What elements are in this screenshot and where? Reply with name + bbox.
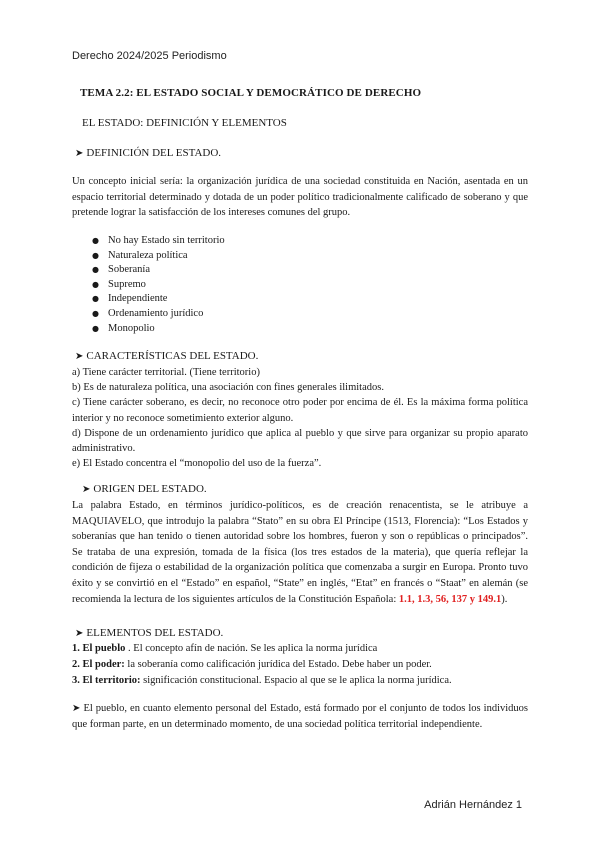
page-footer: Adrián Hernández 1 xyxy=(424,799,522,811)
definition-heading: ➤ DEFINICIÓN DEL ESTADO. xyxy=(75,147,222,159)
list-item: a) Tiene carácter territorial. (Tiene territorio) xyxy=(72,367,260,378)
round-bullet-icon: ● xyxy=(92,308,99,318)
round-bullet-icon: ● xyxy=(92,236,99,245)
characteristics-list xyxy=(72,365,528,471)
list-item: 2. El poder: la soberanía como calificación jurídica del Estado. Debe haber un poder. xyxy=(72,659,432,670)
list-item: ● Soberanía xyxy=(92,263,225,278)
page-header: Derecho 2024/2025 Periodismo xyxy=(72,50,227,62)
list-item: ● Independiente xyxy=(92,292,225,307)
list-item: ● No hay Estado sin territorio xyxy=(92,234,225,249)
list-item: ● Ordenamiento jurídico xyxy=(92,307,225,322)
document-subtitle: EL ESTADO: DEFINICIÓN Y ELEMENTOS xyxy=(82,117,287,129)
list-item: ● Naturaleza política xyxy=(92,249,225,264)
origin-heading: ➤ ORIGEN DEL ESTADO. xyxy=(82,483,207,495)
arrow-bullet-icon: ➤ xyxy=(72,703,81,714)
list-item: ● Monopolio xyxy=(92,322,225,337)
definition-text: Un concepto inicial sería: la organización jurídica de una sociedad constituida en Nación, asentada en un espacio territorial determinado y dotada de un poder político tradicionalmente calificado de soberano y que pretende lograr la satisfacción de los intereses comunes del grupo. xyxy=(72,176,528,218)
arrow-bullet-icon: ➤ xyxy=(75,628,84,639)
arrow-bullet-icon: ➤ xyxy=(75,351,84,362)
document-title: TEMA 2.2: EL ESTADO SOCIAL Y DEMOCRÁTICO DE DERECHO xyxy=(80,87,422,99)
list-item: b) Es de naturaleza política, una asociación con fines generales ilimitados. xyxy=(72,382,384,394)
elements-list xyxy=(72,641,528,689)
list-item: d) Dispone de un ordenamiento jurídico que aplica al pueblo y que sirve para organizar su propio aparato administrativo. xyxy=(72,427,528,455)
round-bullet-icon: ● xyxy=(92,265,99,275)
elements-heading: ➤ ELEMENTOS DEL ESTADO. xyxy=(75,627,224,639)
list-item: 3. El territorio: significación constitucional. Espacio al que se le aplica la norma jurídica. xyxy=(72,675,452,686)
arrow-bullet-icon: ➤ xyxy=(82,484,91,495)
round-bullet-icon: ● xyxy=(92,294,99,304)
arrow-bullet-icon: ➤ xyxy=(75,148,84,159)
constitution-articles: 1.1, 1.3, 56, 137 y 149.1 xyxy=(398,593,502,605)
people-text: ➤ El pueblo, en cuanto elemento personal del Estado, está formado por el conjunto de todos los individuos que forman parte, en un determinado momento, de una sociedad política territorial independiente. xyxy=(72,703,528,730)
round-bullet-icon: ● xyxy=(92,323,99,333)
definition-bullet-list xyxy=(92,234,225,336)
characteristics-heading: ➤ CARACTERÍSTICAS DEL ESTADO. xyxy=(75,350,259,362)
list-item: c) Tiene carácter soberano, es decir, no reconoce otro poder por encima de él. Es la máxima forma política interior y no reconoce sometimiento exterior alguno. xyxy=(72,397,528,424)
list-item: 1. El pueblo . El concepto afín de nación. Se les aplica la norma jurídica xyxy=(72,643,378,654)
list-item: e) El Estado concentra el “monopolio del uso de la fuerza”. xyxy=(72,458,322,470)
origin-text: La palabra Estado, en términos jurídico-políticos, es de creación renacentista, se le atribuye a MAQUIAVELO, que introdujo la palabra “Stato” en su obra El Príncipe (1513, Florencia): “Los Estados y soberanías que han tenido o tienen autoridad sobre los hombres, fueron y son o repúblicas o principados”. Se trataba de una expresión, tomada de la física (los tres estados de la materia), que quería reflejar la condición de fijeza o estabilidad de la organización política que comenzaba a surgir en Europa. Pronto tuvo éxito y se convirtió en el “Estado” en español, “State” en inglés, “Etat” en francés o “Staat” en alemán (se recomienda la lectura de los siguientes artículos de la Constitución Española: 1.1, 1.3, 56, 137 y 149.1). xyxy=(72,500,528,605)
round-bullet-icon: ● xyxy=(92,250,99,260)
list-item: ● Supremo xyxy=(92,278,225,293)
round-bullet-icon: ● xyxy=(92,279,99,289)
